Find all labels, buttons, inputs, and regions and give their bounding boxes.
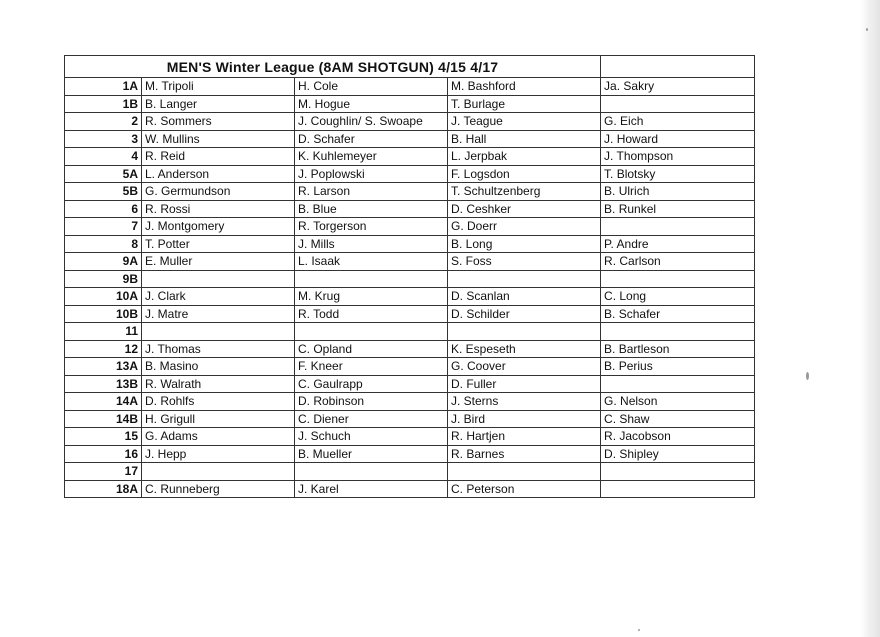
player-cell: C. Opland [295, 340, 448, 358]
player-cell: J. Hepp [142, 445, 295, 463]
player-cell: D. Schafer [295, 130, 448, 148]
player-cell [448, 270, 601, 288]
player-cell: R. Rossi [142, 200, 295, 218]
table-row [65, 270, 755, 288]
table-row [65, 78, 755, 96]
scan-speck [638, 629, 640, 631]
hole-cell: 9B [65, 270, 142, 288]
player-cell [448, 323, 601, 341]
hole-cell: 4 [65, 148, 142, 166]
player-cell [295, 323, 448, 341]
player-cell: K. Espeseth [448, 340, 601, 358]
league-title: MEN'S Winter League (8AM SHOTGUN) 4/15 4/17 [65, 56, 601, 78]
table-row [65, 113, 755, 131]
player-cell: G. Nelson [601, 393, 755, 411]
hole-cell: 2 [65, 113, 142, 131]
hole-cell: 12 [65, 340, 142, 358]
player-cell: T. Potter [142, 235, 295, 253]
player-cell: R. Todd [295, 305, 448, 323]
table-row [65, 445, 755, 463]
player-cell: J. Clark [142, 288, 295, 306]
player-cell: P. Andre [601, 235, 755, 253]
player-cell: J. Mills [295, 235, 448, 253]
player-cell: L. Isaak [295, 253, 448, 271]
player-cell: S. Foss [448, 253, 601, 271]
player-cell: J. Thompson [601, 148, 755, 166]
player-cell [601, 95, 755, 113]
player-cell: B. Bartleson [601, 340, 755, 358]
table-row [65, 323, 755, 341]
player-cell: G. Eich [601, 113, 755, 131]
player-cell [601, 323, 755, 341]
player-cell: B. Mueller [295, 445, 448, 463]
player-cell: J. Bird [448, 410, 601, 428]
player-cell: R. Hartjen [448, 428, 601, 446]
hole-cell: 13A [65, 358, 142, 376]
hole-cell: 14A [65, 393, 142, 411]
player-cell: B. Runkel [601, 200, 755, 218]
player-cell: L. Jerpbak [448, 148, 601, 166]
player-cell: K. Kuhlemeyer [295, 148, 448, 166]
hole-cell: 5B [65, 183, 142, 201]
table-row [65, 253, 755, 271]
player-cell: F. Logsdon [448, 165, 601, 183]
hole-cell: 5A [65, 165, 142, 183]
player-cell: D. Schilder [448, 305, 601, 323]
player-cell: E. Muller [142, 253, 295, 271]
player-cell: J. Teague [448, 113, 601, 131]
player-cell: B. Ulrich [601, 183, 755, 201]
player-cell: J. Coughlin/ S. Swoape [295, 113, 448, 131]
hole-cell: 7 [65, 218, 142, 236]
player-cell: M. Tripoli [142, 78, 295, 96]
table-row [65, 358, 755, 376]
player-cell: B. Perius [601, 358, 755, 376]
player-cell: R. Reid [142, 148, 295, 166]
player-cell: J. Montgomery [142, 218, 295, 236]
table-row [65, 218, 755, 236]
player-cell [601, 218, 755, 236]
player-cell: J. Sterns [448, 393, 601, 411]
player-cell: D. Rohlfs [142, 393, 295, 411]
player-cell: W. Mullins [142, 130, 295, 148]
player-cell: C. Gaulrapp [295, 375, 448, 393]
player-cell: M. Krug [295, 288, 448, 306]
player-cell: T. Schultzenberg [448, 183, 601, 201]
title-row [65, 56, 755, 78]
hole-cell: 10B [65, 305, 142, 323]
player-cell: R. Torgerson [295, 218, 448, 236]
player-cell: Ja. Sakry [601, 78, 755, 96]
player-cell: H. Cole [295, 78, 448, 96]
player-cell: C. Peterson [448, 480, 601, 498]
player-cell [601, 463, 755, 481]
table-row [65, 148, 755, 166]
hole-cell: 14B [65, 410, 142, 428]
title-blank-cell [601, 56, 755, 78]
hole-cell: 15 [65, 428, 142, 446]
player-cell: D. Fuller [448, 375, 601, 393]
player-cell: F. Kneer [295, 358, 448, 376]
player-cell: L. Anderson [142, 165, 295, 183]
player-cell: H. Grigull [142, 410, 295, 428]
player-cell [142, 463, 295, 481]
player-cell: G. Germundson [142, 183, 295, 201]
player-cell: R. Jacobson [601, 428, 755, 446]
player-cell: D. Ceshker [448, 200, 601, 218]
player-cell: R. Larson [295, 183, 448, 201]
table-row [65, 200, 755, 218]
table-row [65, 235, 755, 253]
player-cell: J. Karel [295, 480, 448, 498]
table-row [65, 165, 755, 183]
table-row [65, 288, 755, 306]
player-cell [295, 270, 448, 288]
table-row [65, 305, 755, 323]
hole-cell: 13B [65, 375, 142, 393]
player-cell [448, 463, 601, 481]
hole-cell: 1B [65, 95, 142, 113]
player-cell: C. Long [601, 288, 755, 306]
table-row [65, 130, 755, 148]
scan-speck [866, 28, 868, 31]
table-row [65, 480, 755, 498]
player-cell: C. Shaw [601, 410, 755, 428]
hole-cell: 3 [65, 130, 142, 148]
player-cell: B. Masino [142, 358, 295, 376]
scanned-page-edge [860, 0, 880, 637]
table-row [65, 340, 755, 358]
player-cell: B. Langer [142, 95, 295, 113]
player-cell: J. Thomas [142, 340, 295, 358]
player-cell: G. Coover [448, 358, 601, 376]
scan-speck [806, 372, 809, 380]
player-cell [601, 375, 755, 393]
hole-cell: 1A [65, 78, 142, 96]
player-cell [295, 463, 448, 481]
player-cell: M. Hogue [295, 95, 448, 113]
player-cell: B. Long [448, 235, 601, 253]
player-cell [601, 270, 755, 288]
player-cell: J. Matre [142, 305, 295, 323]
schedule-table [64, 55, 755, 498]
table-row [65, 375, 755, 393]
player-cell: J. Schuch [295, 428, 448, 446]
player-cell [142, 270, 295, 288]
hole-cell: 17 [65, 463, 142, 481]
player-cell: B. Blue [295, 200, 448, 218]
player-cell [142, 323, 295, 341]
player-cell: B. Schafer [601, 305, 755, 323]
table-row [65, 428, 755, 446]
player-cell: R. Barnes [448, 445, 601, 463]
player-cell: D. Shipley [601, 445, 755, 463]
table-row [65, 183, 755, 201]
player-cell: R. Sommers [142, 113, 295, 131]
player-cell: J. Howard [601, 130, 755, 148]
hole-cell: 8 [65, 235, 142, 253]
hole-cell: 6 [65, 200, 142, 218]
player-cell: M. Bashford [448, 78, 601, 96]
player-cell: R. Carlson [601, 253, 755, 271]
table-row [65, 463, 755, 481]
table-row [65, 410, 755, 428]
player-cell: D. Scanlan [448, 288, 601, 306]
player-cell: B. Hall [448, 130, 601, 148]
hole-cell: 18A [65, 480, 142, 498]
table-row [65, 95, 755, 113]
hole-cell: 10A [65, 288, 142, 306]
hole-cell: 9A [65, 253, 142, 271]
hole-cell: 16 [65, 445, 142, 463]
player-cell: J. Poplowski [295, 165, 448, 183]
player-cell: T. Burlage [448, 95, 601, 113]
player-cell: R. Walrath [142, 375, 295, 393]
player-cell: C. Diener [295, 410, 448, 428]
player-cell: C. Runneberg [142, 480, 295, 498]
player-cell [601, 480, 755, 498]
player-cell: G. Doerr [448, 218, 601, 236]
hole-cell: 11 [65, 323, 142, 341]
player-cell: G. Adams [142, 428, 295, 446]
player-cell: D. Robinson [295, 393, 448, 411]
player-cell: T. Blotsky [601, 165, 755, 183]
table-row [65, 393, 755, 411]
